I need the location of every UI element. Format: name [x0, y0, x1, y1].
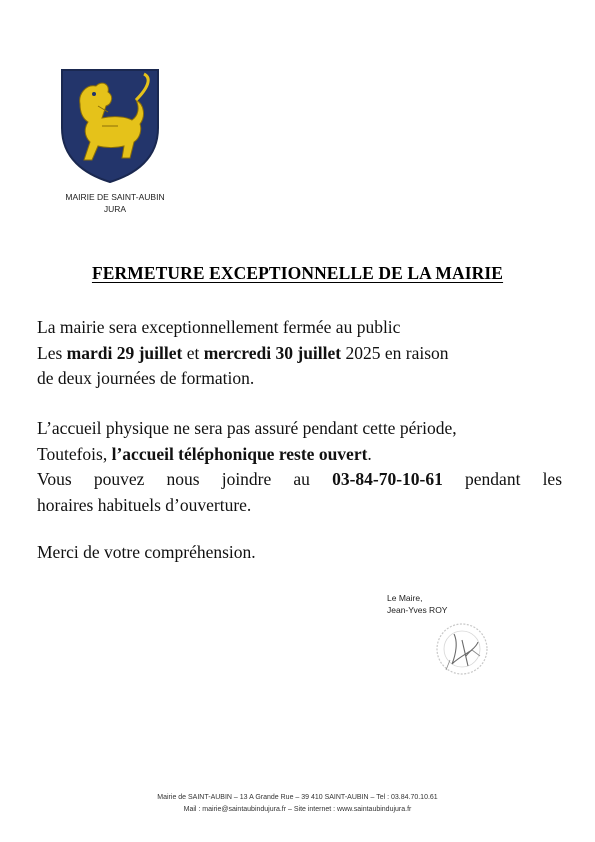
signature-stamp-icon — [432, 620, 492, 678]
thanks-paragraph: Merci de votre compréhension. — [37, 542, 256, 562]
phone-open-notice: l’accueil téléphonique reste ouvert — [111, 443, 368, 464]
phone-line-4: horaires habituels d’ouverture. — [37, 494, 252, 515]
text-span: pendant les — [442, 469, 563, 489]
phone-line-3 — [37, 467, 562, 493]
closure-line-2 — [37, 341, 562, 367]
closure-paragraph — [37, 315, 562, 392]
phone-line-2 — [37, 442, 562, 468]
text-span: et — [182, 342, 204, 363]
phone-number: 03-84-70-10-61 — [332, 469, 443, 489]
text-span: . — [367, 443, 372, 464]
date-tuesday: mardi 29 juillet — [66, 342, 183, 363]
notice-title: FERMETURE EXCEPTIONNELLE DE LA MAIRIE — [91, 263, 504, 283]
lion-crest-icon — [58, 66, 162, 184]
text-span: Les — [37, 342, 67, 363]
mairie-line-2: JURA — [103, 204, 127, 214]
text-span: Vous pouvez nous joindre au — [37, 469, 333, 489]
phone-line-1: L’accueil physique ne sera pas assuré pendant cette période, — [37, 418, 457, 438]
signature-name: Jean-Yves ROY — [387, 605, 448, 615]
footer-address: Mairie de SAINT-AUBIN – 13 A Grande Rue – 39 410 SAINT-AUBIN – Tel : 03.84.70.10.61 — [157, 794, 438, 801]
footer — [0, 792, 595, 816]
mairie-line-1: MAIRIE DE SAINT-AUBIN — [65, 192, 165, 202]
text-span: Toutefois, — [37, 443, 112, 464]
signature-role: Le Maire, — [387, 593, 423, 603]
closure-line-3: de deux journées de formation. — [37, 368, 255, 388]
closure-line-1: La mairie sera exceptionnellement fermée au public — [37, 317, 401, 337]
phone-paragraph — [37, 416, 562, 518]
signature-block — [387, 592, 447, 616]
footer-contact: Mail : mairie@saintaubindujura.fr – Site internet : www.saintaubindujura.fr — [183, 806, 412, 813]
mairie-name — [40, 191, 190, 215]
date-wednesday: mercredi 30 juillet — [203, 342, 342, 363]
text-span: 2025 en raison — [341, 342, 449, 363]
